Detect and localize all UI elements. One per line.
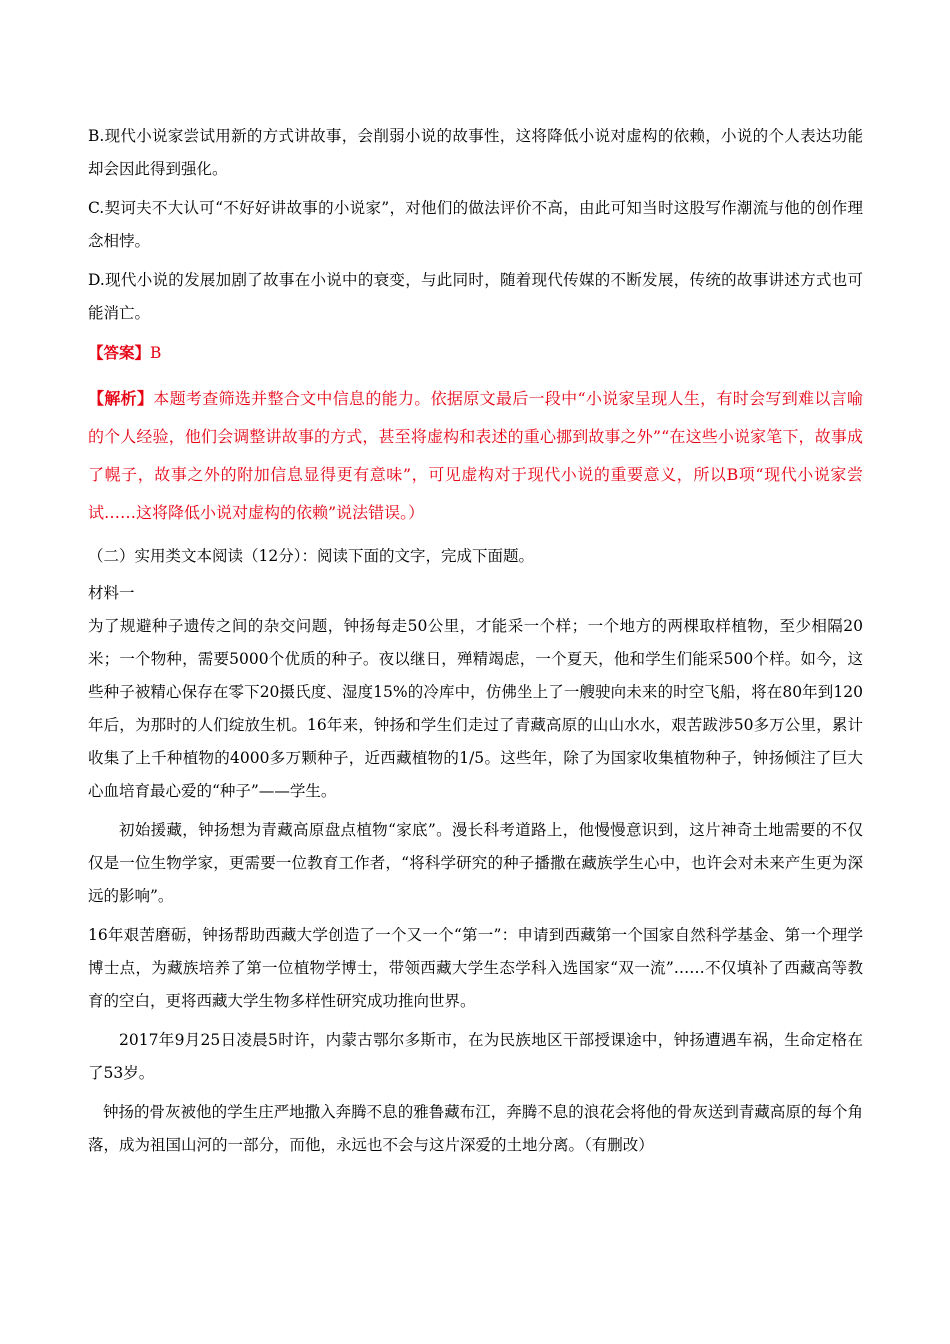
material-paragraph-4: 2017年9月25日凌晨5时许，内蒙古鄂尔多斯市，在为民族地区干部授课途中，钟扬遭遇车祸，生命定格在了53岁。 xyxy=(88,1031,863,1082)
material-paragraph-3: 16年艰苦磨砺，钟扬帮助西藏大学创造了一个又一个“第一”：申请到西藏第一个国家自然科学基金、第一个理学博士点，为藏族培养了第一位植物学博士，带领西藏大学生态学科入选国家“双一流”……不仅填补了西藏高等教育的空白，更将西藏大学生物多样性研究成功推向世界。 xyxy=(88,926,863,1010)
analysis-block xyxy=(88,380,863,532)
answer-label: 【答案】 xyxy=(88,343,151,362)
material-paragraph-1: 为了规避种子遗传之间的杂交问题，钟扬每走50公里，才能采一个样；一个地方的两棵取样植物，至少相隔20米；一个物种，需要5000个优质的种子。夜以继日，殚精竭虑，一个夏天，他和学生们能采500个样。如今，这些种子被精心保存在零下20摄氏度、湿度15%的冷库中，仿佛坐上了一艘驶向未来的时空飞船，将在80年到120年后，为那时的人们绽放生机。16年来，钟扬和学生们走过了青藏高原的山山水水，艰苦跋涉50多万公里，累计收集了上千种植物的4000多万颗种子，近西藏植物的1/5。这些年，除了为国家收集植物种子，钟扬倾注了巨大心血培育最心爱的“种子”——学生。 xyxy=(88,617,863,800)
option-d: D.现代小说的发展加剧了故事在小说中的衰变，与此同时，随着现代传媒的不断发展，传统的故事讲述方式也可能消亡。 xyxy=(88,271,863,322)
analysis-text: 本题考查筛选并整合文中信息的能力。依据原文最后一段中“小说家呈现人生，有时会写到难以言喻的个人经验，他们会调整讲故事的方式，甚至将虚构和表述的重心挪到故事之外”“在这些小说家笔下，故事成了幌子，故事之外的附加信息显得更有意味”，可见虚构对于现代小说的重要意义，所以B项“现代小说家尝试……这将降低小说对虚构的依赖”说法错误。） xyxy=(88,389,863,522)
analysis-label: 【解析】 xyxy=(88,389,154,408)
material-paragraph-2: 初始援藏，钟扬想为青藏高原盘点植物“家底”。漫长科考道路上，他慢慢意识到，这片神奇土地需要的不仅仅是一位生物学家，更需要一位教育工作者，“将科学研究的种子播撒在藏族学生心中，也许会对未来产生更为深远的影响”。 xyxy=(88,821,863,905)
material-title: 材料一 xyxy=(88,584,135,602)
option-c: C.契诃夫不大认可“不好好讲故事的小说家”，对他们的做法评价不高，由此可知当时这股写作潮流与他的创作理念相悖。 xyxy=(88,199,863,250)
document-page xyxy=(88,120,863,1162)
answer-line xyxy=(88,336,863,370)
section-heading: （二）实用类文本阅读（12分）：阅读下面的文字，完成下面题。 xyxy=(88,547,534,565)
option-b: B.现代小说家尝试用新的方式讲故事，会削弱小说的故事性，这将降低小说对虚构的依赖，小说的个人表达功能却会因此得到强化。 xyxy=(88,127,863,178)
material-paragraph-5: 钟扬的骨灰被他的学生庄严地撒入奔腾不息的雅鲁藏布江，奔腾不息的浪花会将他的骨灰送到青藏高原的每个角落，成为祖国山河的一部分，而他，永远也不会与这片深爱的土地分离。（有删改） xyxy=(88,1103,863,1154)
answer-value: B xyxy=(150,344,162,362)
